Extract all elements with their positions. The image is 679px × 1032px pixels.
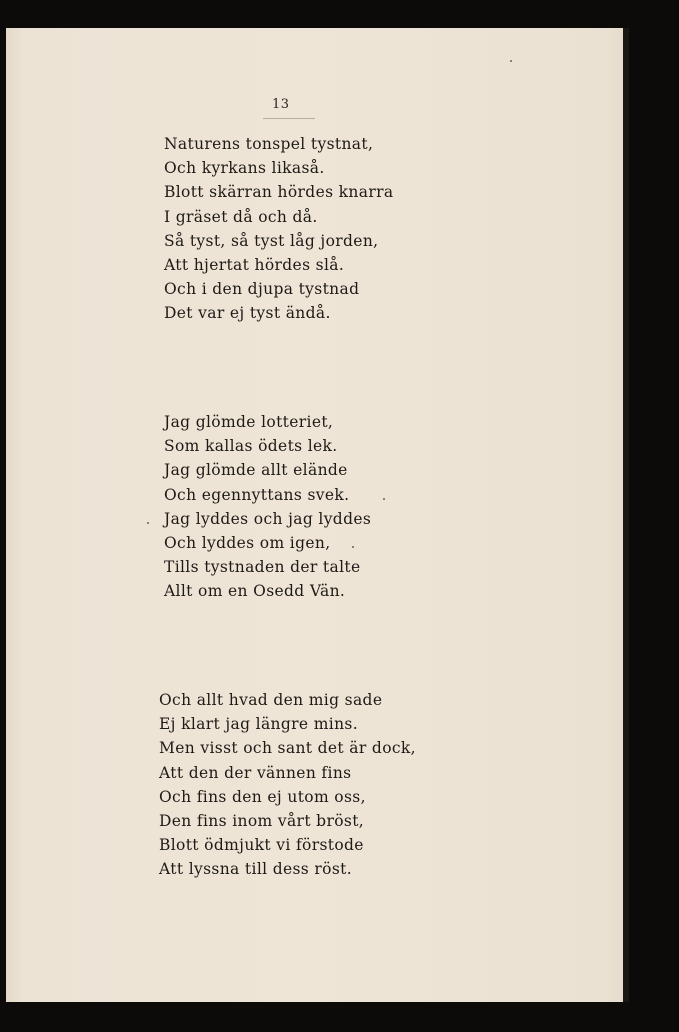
verse-line: Och lyddes om igen, bbox=[164, 534, 331, 553]
paper-speck bbox=[147, 522, 149, 524]
stanza-3 bbox=[159, 688, 416, 882]
verse-line: Så tyst, så tyst låg jorden, bbox=[164, 231, 379, 250]
stanza-2 bbox=[164, 410, 371, 604]
verse-line: Och kyrkans likaså. bbox=[164, 159, 325, 178]
verse-line: I gräset då och då. bbox=[164, 207, 318, 226]
verse-line: Som kallas ödets lek. bbox=[164, 437, 338, 456]
verse-line: Allt om en Osedd Vän. bbox=[164, 582, 346, 601]
verse-line: Tills tystnaden der talte bbox=[164, 558, 361, 577]
verse-line: Men visst och sant det är dock, bbox=[159, 739, 416, 758]
paper-speck bbox=[352, 546, 354, 548]
paper-speck bbox=[510, 60, 512, 62]
verse-line: Jag lyddes och jag lyddes bbox=[164, 509, 372, 528]
paper-speck bbox=[383, 498, 385, 500]
verse-line: Det var ej tyst ändå. bbox=[164, 304, 331, 323]
verse-line: Att hjertat hördes slå. bbox=[164, 256, 345, 275]
verse-line: Naturens tonspel tystnat, bbox=[164, 135, 374, 153]
verse-line: Och fins den ej utom oss, bbox=[159, 787, 366, 806]
page-number: 13 bbox=[272, 97, 290, 112]
verse-line: Den fins inom vårt bröst, bbox=[159, 812, 365, 831]
stanza-1 bbox=[164, 132, 393, 326]
verse-line: Och i den djupa tystnad bbox=[164, 280, 360, 299]
verse-line: Och allt hvad den mig sade bbox=[159, 691, 383, 709]
verse-line: Och egennyttans svek. bbox=[164, 485, 350, 504]
verse-line: Blott ödmjukt vi förstode bbox=[159, 836, 364, 855]
verse-line: Jag glömde lotteriet, bbox=[164, 413, 334, 431]
verse-line: Ej klart jag längre mins. bbox=[159, 715, 358, 734]
verse-line: Jag glömde allt elände bbox=[164, 461, 348, 480]
verse-line: Att den der vännen fins bbox=[159, 763, 352, 782]
verse-line: Att lyssna till dess röst. bbox=[159, 860, 352, 879]
page-edge-shadow bbox=[623, 28, 629, 1002]
page-number-rule bbox=[263, 118, 315, 119]
verse-line: Blott skärran hördes knarra bbox=[164, 183, 394, 202]
